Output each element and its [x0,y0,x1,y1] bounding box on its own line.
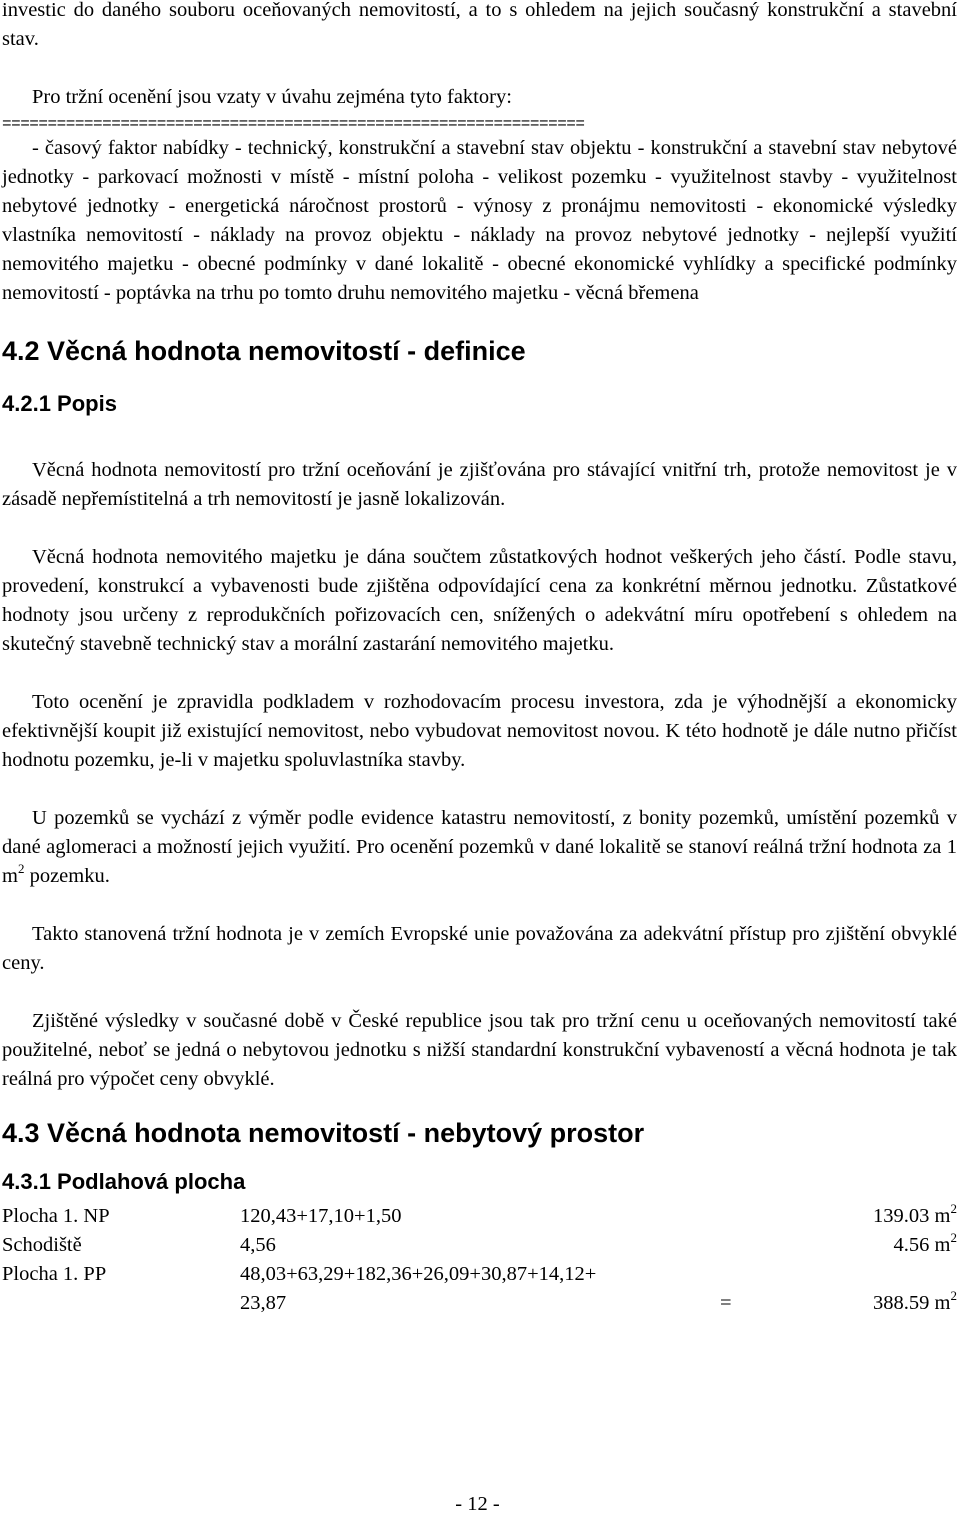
row-formula: 4,56 [240,1234,276,1256]
row-value-unit-sup: 2 [950,1230,957,1245]
intro-continuation: investic do daného souboru oceňovaných nemovitostí, a to s ohledem na jejich současný konstrukční a stavební stav. [2,0,957,50]
paragraph-4-text: U pozemků se vychází z výměr podle evidence katastru nemovitostí, z bonity pozemků, umístění pozemků v dané aglomeraci a možností jejich využití. Pro ocenění pozemků v dané lokalitě se stanoví reálná tržní hodnota za 1 m [2,807,957,887]
paragraph-1: Věcná hodnota nemovitostí pro tržní oceňování je zjišťována pro stávající vnitřní trh, protože nemovitost je v zásadě nepřemístitelná a trh nemovitostí je jasně lokalizován. [2,459,957,510]
row-value-number: 388.59 m [873,1292,951,1314]
row-equals: = [720,1292,732,1314]
row-formula: 23,87 [240,1292,287,1314]
section-4-2-1-heading: 4.2.1 Popis [2,391,117,416]
row-value-unit-sup: 2 [950,1288,957,1303]
paragraph-6: Zjištěné výsledky v současné době v České republice jsou tak pro tržní cenu u oceňovaných nemovitostí také použitelné, neboť se jedná o nebytovou jednotku s nižší standardní konstrukční vybaveností a věcná hodnota je tak reálná pro výpočet ceny obvyklé. [2,1010,957,1090]
paragraph-4-end: pozemku. [24,865,110,887]
row-value [790,1260,957,1289]
paragraph-4 [2,804,957,891]
paragraph-2: Věcná hodnota nemovitého majetku je dána součtem zůstatkových hodnot veškerých jeho částí. Podle stavu, provedení, konstrukcí a vybavenosti bude zjištěna odpovídající cena za konkrétní měrnou jednotku. Zůstatkové hodnoty jsou určeny z reprodukčních pořizovacích cen, snížených o adekvátní míru opotřebení s ohledem na skutečný stavebně technický stav a morální zastarání nemovitého majetku. [2,546,957,655]
page-number: - 12 - [455,1493,500,1515]
row-value-number: 139.03 m [873,1205,951,1227]
section-4-2-heading: 4.2 Věcná hodnota nemovitostí - definice [2,336,526,366]
floor-area-table [2,1202,957,1318]
row-equals [720,1260,790,1289]
paragraph-3: Toto ocenění je zpravidla podkladem v rozhodovacím procesu investora, zda je výhodnější a ekonomicky efektivnější koupit již existující nemovitost, nebo vybudovat nemovitost novou. K této hodnotě je dále nutno přičíst hodnotu pozemku, je-li v majetku spoluvlastníka stavby. [2,691,957,771]
section-4-3-heading: 4.3 Věcná hodnota nemovitostí - nebytový prostor [2,1118,645,1148]
row-label [2,1289,240,1318]
separator-line: ================================================================ [2,115,585,133]
paragraph-4-sup: 2 [17,861,25,876]
table-row [2,1231,957,1260]
row-value-number: 4.56 m [893,1234,951,1256]
row-value [790,1289,957,1318]
row-equals [720,1231,790,1260]
table-row [2,1289,957,1318]
section-4-3-1-heading: 4.3.1 Podlahová plocha [2,1169,246,1194]
document-page [2,0,957,1318]
row-value-unit-sup: 2 [950,1201,957,1216]
row-label: Plocha 1. NP [2,1205,110,1227]
row-label: Plocha 1. PP [2,1263,107,1285]
table-row [2,1202,957,1231]
row-value [790,1202,957,1231]
row-value [790,1231,957,1260]
factors-heading: Pro tržní ocenění jsou vzaty v úvahu zejména tyto faktory: [32,86,512,108]
row-formula: 120,43+17,10+1,50 [240,1205,402,1227]
row-equals [720,1202,790,1231]
row-label: Schodiště [2,1234,82,1256]
row-formula: 48,03+63,29+182,36+26,09+30,87+14,12+ [240,1263,597,1285]
paragraph-5: Takto stanovená tržní hodnota je v zemích Evropské unie považována za adekvátní přístup pro zjištění obvyklé ceny. [2,923,957,974]
table-row [2,1260,957,1289]
factors-list: - časový faktor nabídky - technický, konstrukční a stavební stav objektu - konstrukční a stavební stav nebytové jednotky - parkovací možnosti v místě - místní poloha - velikost pozemku - využitelnost stavby - využitelnost nebytové jednotky - energetická náročnost prostorů - výnosy z pronájmu nemovitosti - ekonomické výsledky vlastníka nemovitostí - náklady na provoz objektu - náklady na provoz nebytové jednotky - nejlepší využití nemovitého majetku - obecné podmínky v dané lokalitě - obecné ekonomické vyhlídky a specifické podmínky nemovitostí - poptávka na trhu po tomto druhu nemovitého majetku - věcná břemena [2,137,957,304]
